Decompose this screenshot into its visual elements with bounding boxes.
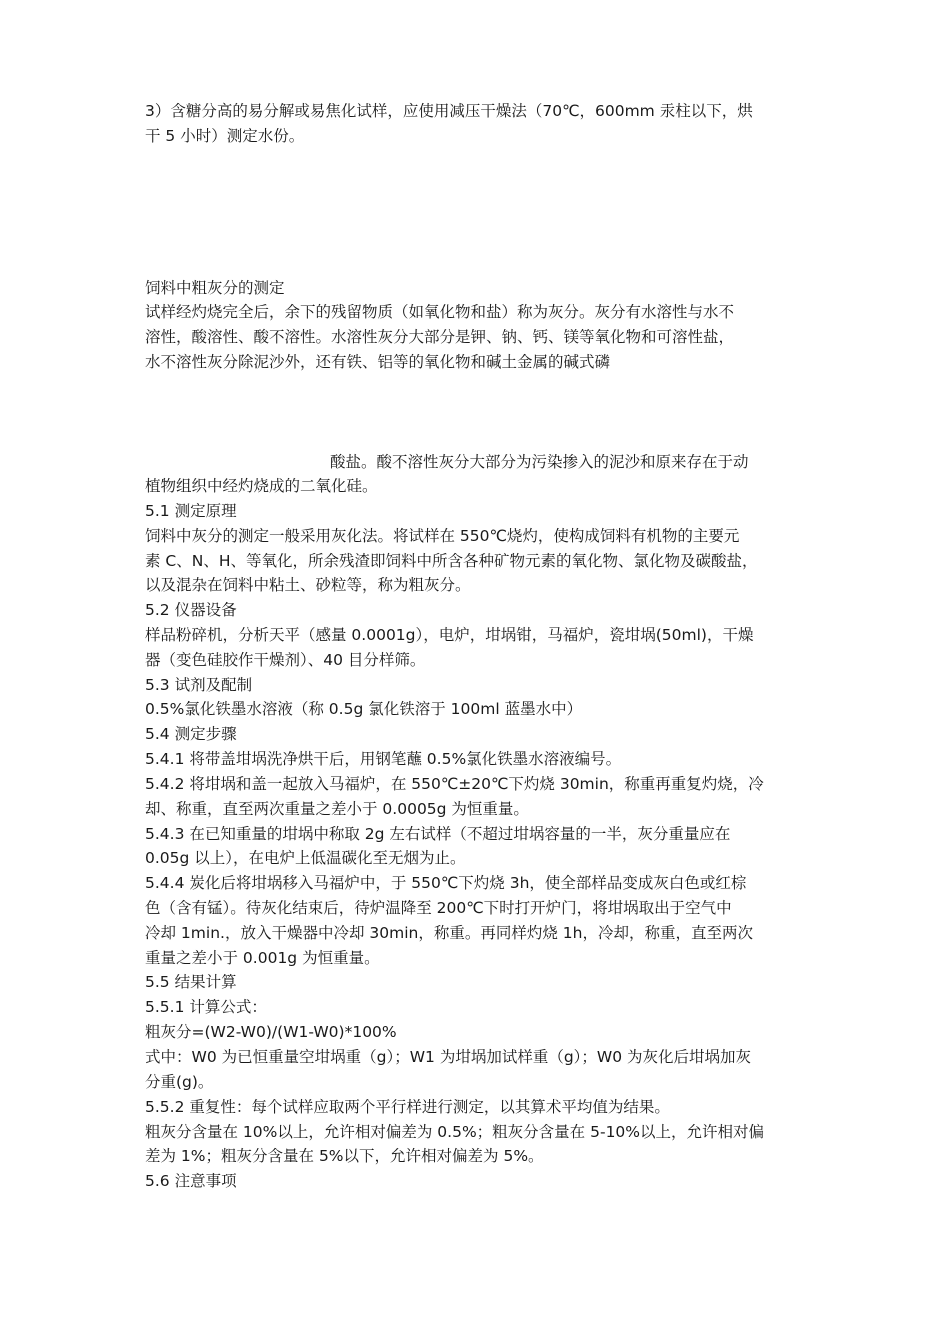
- section-heading: 5.4 测定步骤: [145, 725, 237, 743]
- section-heading: 5.3 试剂及配制: [145, 676, 253, 694]
- text-line: 干 5 小时）测定水份。: [145, 127, 305, 145]
- text-line: 以及混杂在饲料中粘土、砂粒等，称为粗灰分。: [145, 576, 471, 594]
- section-heading: 5.2 仪器设备: [145, 601, 237, 619]
- text-line: 素 C、N、H、等氧化，所余残渣即饲料中所含各种矿物元素的氧化物、氯化物及碳酸盐，: [145, 552, 758, 570]
- text-line: 植物组织中经灼烧成的二氧化硅。: [145, 477, 378, 495]
- text-line: 5.5.2 重复性：每个试样应取两个平行样进行测定，以其算术平均值为结果。: [145, 1098, 670, 1116]
- text-line: 器（变色硅胶作干燥剂）、40 目分样筛。: [145, 651, 426, 669]
- formula-line: 粗灰分=(W2-W0)/(W1-W0)*100%: [145, 1023, 397, 1041]
- text-line: 5.4.1 将带盖坩埚洗净烘干后，用钢笔蘸 0.5%氯化铁墨水溶液编号。: [145, 750, 622, 768]
- text-line: 重量之差小于 0.001g 为恒重量。: [145, 949, 380, 967]
- text-line: 酸盐。酸不溶性灰分大部分为污染掺入的泥沙和原来存在于动: [330, 453, 749, 471]
- text-line: 色（含有锰）。待灰化结束后，待炉温降至 200℃下时打开炉门，将坩埚取出于空气中: [145, 899, 732, 917]
- text-line: 饲料中灰分的测定一般采用灰化法。将试样在 550℃烧灼，使构成饲料有机物的主要元: [145, 527, 740, 545]
- text-line: 分重(g)。: [145, 1073, 214, 1091]
- section-heading: 5.6 注意事项: [145, 1172, 237, 1190]
- text-line: 5.4.4 炭化后将坩埚移入马福炉中，于 550℃下灼烧 3h，使全部样品变成灰白色或红棕: [145, 874, 747, 892]
- text-line: 水不溶性灰分除泥沙外，还有铁、铝等的氧化物和碱土金属的碱式磷: [145, 353, 611, 371]
- text-line: 3）含糖分高的易分解或易焦化试样，应使用减压干燥法（70℃，600mm 汞柱以下，烘: [145, 102, 753, 120]
- text-line: 差为 1%；粗灰分含量在 5%以下，允许相对偏差为 5%。: [145, 1147, 544, 1165]
- section-heading: 5.1 测定原理: [145, 502, 237, 520]
- text-line: 0.05g 以上），在电炉上低温碳化至无烟为止。: [145, 849, 466, 867]
- section-heading: 5.5 结果计算: [145, 973, 237, 991]
- text-line: 冷却 1min.，放入干燥器中冷却 30min，称重。再同样灼烧 1h，冷却，称重，直至两次: [145, 924, 753, 942]
- text-line: 溶性，酸溶性、酸不溶性。水溶性灰分大部分是钾、钠、钙、镁等氧化物和可溶性盐，: [145, 328, 735, 346]
- text-line: 式中：W0 为已恒重量空坩埚重（g）；W1 为坩埚加试样重（g）；W0 为灰化后坩埚加灰: [145, 1048, 752, 1066]
- text-line: 样品粉碎机，分析天平（感量 0.0001g），电炉，坩埚钳，马福炉，瓷坩埚(50ml)，干燥: [145, 626, 754, 644]
- text-line: 0.5%氯化铁墨水溶液（称 0.5g 氯化铁溶于 100ml 蓝墨水中）: [145, 700, 583, 718]
- text-line: 试样经灼烧完全后，余下的残留物质（如氧化物和盐）称为灰分。灰分有水溶性与水不: [145, 303, 735, 321]
- text-line: 粗灰分含量在 10%以上，允许相对偏差为 0.5%；粗灰分含量在 5-10%以上，允许相对偏: [145, 1123, 765, 1141]
- text-line: 5.4.2 将坩埚和盖一起放入马福炉，在 550℃±20℃下灼烧 30min，称重再重复灼烧，冷: [145, 775, 764, 793]
- section-heading: 5.5.1 计算公式：: [145, 998, 267, 1016]
- section-heading: 饲料中粗灰分的测定: [145, 279, 285, 297]
- text-line: 却、称重，直至两次重量之差小于 0.0005g 为恒重量。: [145, 800, 529, 818]
- text-line: 5.4.3 在已知重量的坩埚中称取 2g 左右试样（不超过坩埚容量的一半，灰分重量应在: [145, 825, 731, 843]
